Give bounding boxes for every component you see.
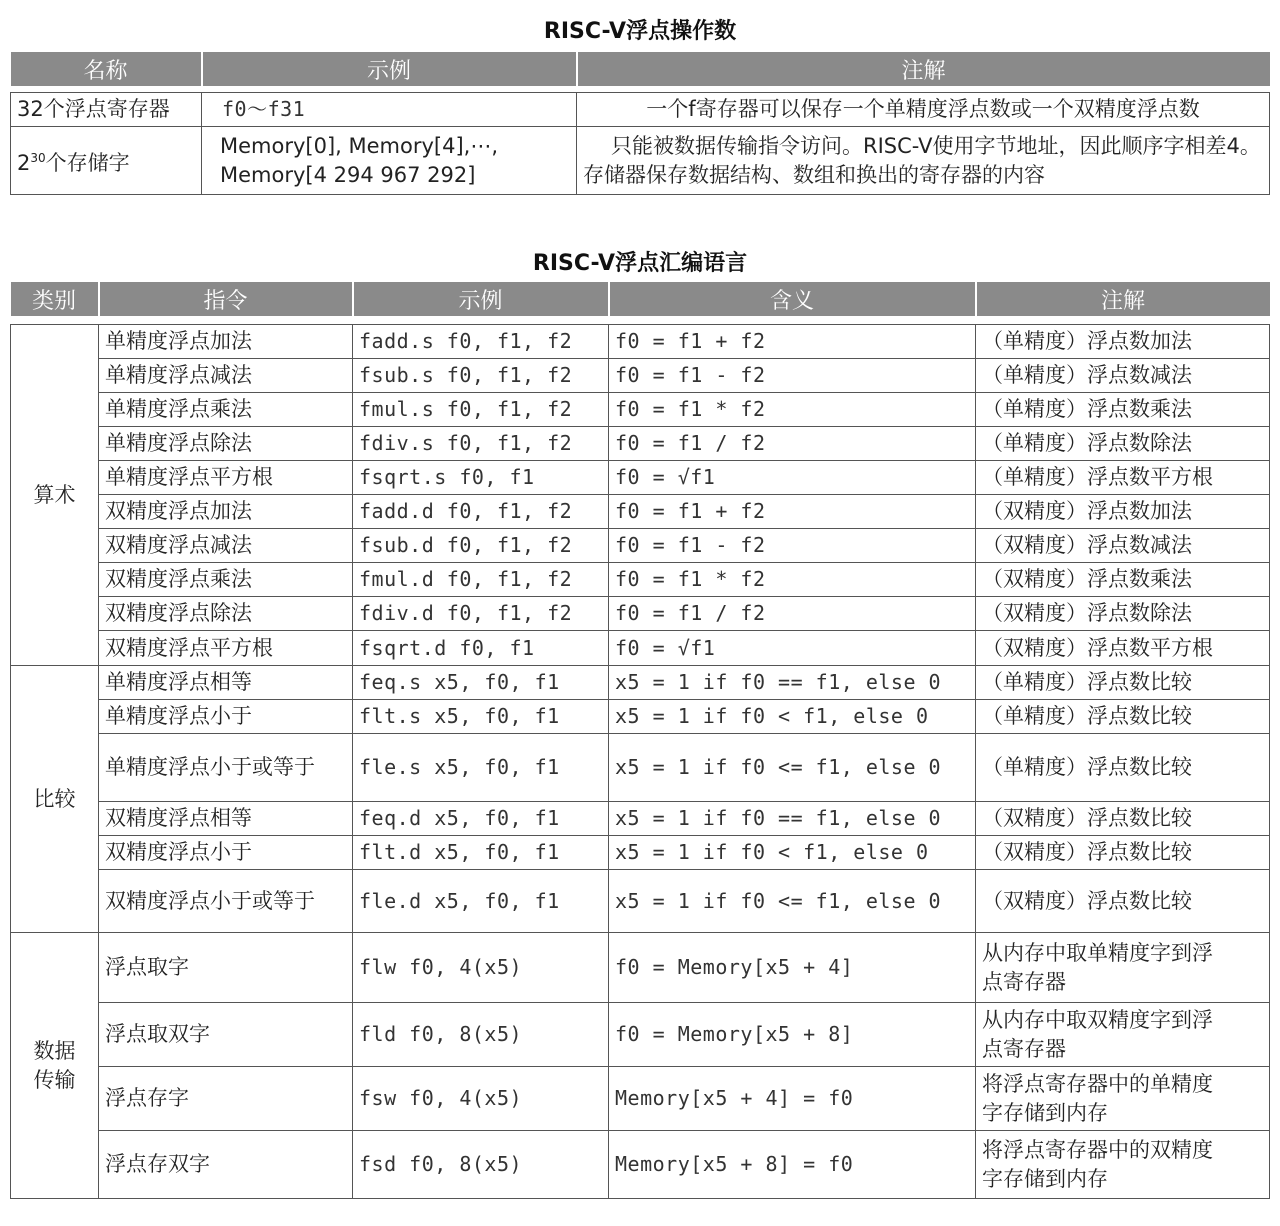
instruction-note: （单精度）浮点数除法 [976, 427, 1270, 461]
table-row [11, 359, 1270, 393]
operand-note: 只能被数据传输指令访问。RISC-V使用字节地址，因此顺序字相差4。存储器保存数据结构、数组和换出的寄存器的内容 [577, 127, 1270, 195]
instruction-name: 单精度浮点小于 [99, 700, 353, 734]
instruction-name: 单精度浮点小于或等于 [99, 734, 353, 802]
instruction-name: 单精度浮点平方根 [99, 461, 353, 495]
instruction-example: flt.d x5, f0, f1 [353, 836, 609, 870]
instruction-name: 双精度浮点加法 [99, 495, 353, 529]
instruction-name: 单精度浮点加法 [99, 325, 353, 359]
operands-header-row [11, 52, 1270, 86]
instruction-meaning: f0 = f1 + f2 [609, 495, 976, 529]
instruction-example: fdiv.s f0, f1, f2 [353, 427, 609, 461]
instruction-example: fld f0, 8(x5) [353, 1003, 609, 1067]
instruction-example: fsqrt.s f0, f1 [353, 461, 609, 495]
column-header-name: 名称 [11, 52, 202, 86]
instruction-note: 从内存中取单精度字到浮点寄存器 [976, 933, 1270, 1003]
table-row [11, 461, 1270, 495]
instruction-name: 双精度浮点小于 [99, 836, 353, 870]
instruction-name: 单精度浮点减法 [99, 359, 353, 393]
instruction-name: 双精度浮点乘法 [99, 563, 353, 597]
column-header-example: 示例 [353, 282, 609, 316]
instruction-meaning: x5 = 1 if f0 <= f1, else 0 [609, 734, 976, 802]
instruction-example: fmul.d f0, f1, f2 [353, 563, 609, 597]
instruction-example: feq.d x5, f0, f1 [353, 802, 609, 836]
instruction-note: （双精度）浮点数除法 [976, 597, 1270, 631]
instruction-note: （双精度）浮点数比较 [976, 802, 1270, 836]
instruction-note: （单精度）浮点数乘法 [976, 393, 1270, 427]
instruction-meaning: f0 = Memory[x5 + 4] [609, 933, 976, 1003]
column-header-category: 类别 [11, 282, 99, 316]
instruction-meaning: f0 = f1 * f2 [609, 393, 976, 427]
instruction-meaning: x5 = 1 if f0 == f1, else 0 [609, 802, 976, 836]
instruction-example: fadd.s f0, f1, f2 [353, 325, 609, 359]
column-header-note: 注解 [976, 282, 1270, 316]
operands-title: RISC-V浮点操作数 [543, 19, 737, 44]
table-row [11, 700, 1270, 734]
instruction-note: （单精度）浮点数比较 [976, 700, 1270, 734]
instruction-note: （双精度）浮点数减法 [976, 529, 1270, 563]
instruction-example: fadd.d f0, f1, f2 [353, 495, 609, 529]
instruction-meaning: f0 = Memory[x5 + 8] [609, 1003, 976, 1067]
instruction-meaning: Memory[x5 + 4] = f0 [609, 1067, 976, 1131]
column-header-meaning: 含义 [609, 282, 976, 316]
instruction-name: 双精度浮点相等 [99, 802, 353, 836]
table-row [11, 127, 1270, 195]
instruction-meaning: Memory[x5 + 8] = f0 [609, 1131, 976, 1199]
instruction-note: （单精度）浮点数比较 [976, 666, 1270, 700]
instruction-meaning: f0 = f1 / f2 [609, 427, 976, 461]
table-row [11, 427, 1270, 461]
instruction-note: （双精度）浮点数比较 [976, 870, 1270, 933]
category-data-transfer: 数据传输 [11, 933, 99, 1199]
operands-table [10, 52, 1270, 195]
operand-name: 32个浮点寄存器 [11, 93, 202, 127]
instruction-example: fsw f0, 4(x5) [353, 1067, 609, 1131]
column-header-note: 注解 [577, 52, 1270, 86]
instruction-meaning: f0 = √f1 [609, 631, 976, 666]
table-row [11, 597, 1270, 631]
instruction-note: （双精度）浮点数加法 [976, 495, 1270, 529]
table-row [11, 563, 1270, 597]
instruction-name: 单精度浮点乘法 [99, 393, 353, 427]
table-row [11, 631, 1270, 666]
instruction-note: （单精度）浮点数加法 [976, 325, 1270, 359]
table-row [11, 734, 1270, 802]
instruction-name: 浮点存字 [99, 1067, 353, 1131]
category-compare: 比较 [11, 666, 99, 933]
column-header-instruction: 指令 [99, 282, 353, 316]
table-row [11, 495, 1270, 529]
instruction-name: 双精度浮点平方根 [99, 631, 353, 666]
instruction-meaning: f0 = f1 + f2 [609, 325, 976, 359]
instruction-note: （单精度）浮点数减法 [976, 359, 1270, 393]
operand-example: Memory[0], Memory[4],⋯, Memory[4 294 967 292] [202, 127, 577, 195]
instruction-name: 单精度浮点相等 [99, 666, 353, 700]
instruction-meaning: x5 = 1 if f0 == f1, else 0 [609, 666, 976, 700]
instruction-name: 浮点取字 [99, 933, 353, 1003]
table-row [11, 836, 1270, 870]
table-row [11, 393, 1270, 427]
instruction-meaning: x5 = 1 if f0 < f1, else 0 [609, 836, 976, 870]
instruction-example: fsd f0, 8(x5) [353, 1131, 609, 1199]
table-row [11, 802, 1270, 836]
assembly-header-row [11, 282, 1270, 316]
instruction-meaning: f0 = √f1 [609, 461, 976, 495]
category-arithmetic: 算术 [11, 325, 99, 666]
instruction-example: fdiv.d f0, f1, f2 [353, 597, 609, 631]
operand-example: f0～f31 [202, 93, 577, 127]
instruction-example: fsqrt.d f0, f1 [353, 631, 609, 666]
instruction-note: （双精度）浮点数平方根 [976, 631, 1270, 666]
instruction-note: （双精度）浮点数比较 [976, 836, 1270, 870]
instruction-example: fsub.d f0, f1, f2 [353, 529, 609, 563]
assembly-title: RISC-V浮点汇编语言 [532, 251, 748, 276]
instruction-note: （双精度）浮点数乘法 [976, 563, 1270, 597]
column-header-example: 示例 [202, 52, 577, 86]
table-row [11, 1131, 1270, 1199]
instruction-name: 浮点取双字 [99, 1003, 353, 1067]
instruction-example: fle.s x5, f0, f1 [353, 734, 609, 802]
instruction-name: 双精度浮点减法 [99, 529, 353, 563]
instruction-meaning: f0 = f1 / f2 [609, 597, 976, 631]
table-row [11, 1003, 1270, 1067]
instruction-note: 将浮点寄存器中的单精度字存储到内存 [976, 1067, 1270, 1131]
operand-name: $2^{30}$个存储字 [11, 127, 202, 195]
instruction-meaning: x5 = 1 if f0 < f1, else 0 [609, 700, 976, 734]
instruction-example: fmul.s f0, f1, f2 [353, 393, 609, 427]
table-row [11, 933, 1270, 1003]
instruction-meaning: f0 = f1 * f2 [609, 563, 976, 597]
table-row [11, 870, 1270, 933]
instruction-name: 单精度浮点除法 [99, 427, 353, 461]
table-row [11, 1067, 1270, 1131]
instruction-example: flw f0, 4(x5) [353, 933, 609, 1003]
instruction-example: fle.d x5, f0, f1 [353, 870, 609, 933]
instruction-name: 双精度浮点除法 [99, 597, 353, 631]
instruction-meaning: x5 = 1 if f0 <= f1, else 0 [609, 870, 976, 933]
instruction-name: 双精度浮点小于或等于 [99, 870, 353, 933]
table-row [11, 93, 1270, 127]
instruction-example: fsub.s f0, f1, f2 [353, 359, 609, 393]
instruction-note: 从内存中取双精度字到浮点寄存器 [976, 1003, 1270, 1067]
assembly-table [10, 282, 1270, 1199]
table-row [11, 529, 1270, 563]
instruction-example: feq.s x5, f0, f1 [353, 666, 609, 700]
instruction-note: （单精度）浮点数比较 [976, 734, 1270, 802]
operand-note: 一个f寄存器可以保存一个单精度浮点数或一个双精度浮点数 [577, 93, 1270, 127]
instruction-name: 浮点存双字 [99, 1131, 353, 1199]
instruction-note: （单精度）浮点数平方根 [976, 461, 1270, 495]
instruction-example: flt.s x5, f0, f1 [353, 700, 609, 734]
instruction-note: 将浮点寄存器中的双精度字存储到内存 [976, 1131, 1270, 1199]
instruction-meaning: f0 = f1 - f2 [609, 529, 976, 563]
table-row [11, 325, 1270, 359]
instruction-meaning: f0 = f1 - f2 [609, 359, 976, 393]
table-row [11, 666, 1270, 700]
